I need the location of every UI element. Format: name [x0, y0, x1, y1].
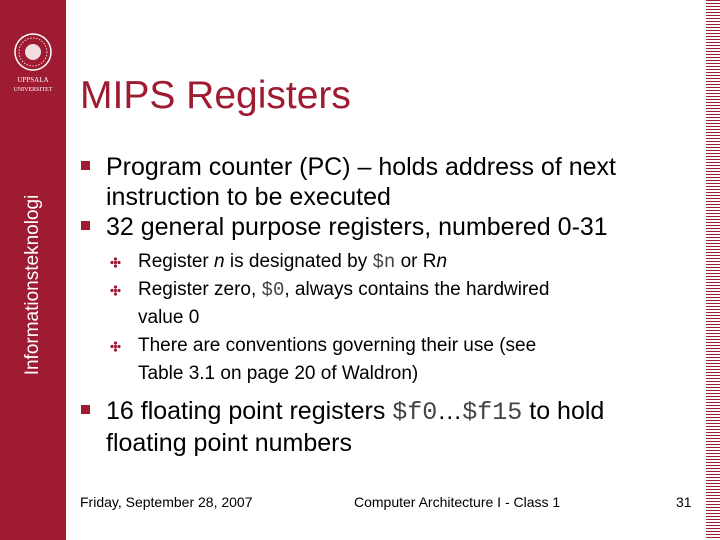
square-bullet-icon	[81, 161, 90, 170]
sub-bullet-item: Register n is designated by $n or Rn	[80, 248, 690, 276]
sub-bullet-item: There are conventions governing their use (see Table 3.1 on page 20 of Waldron)	[80, 332, 690, 388]
slide-title: MIPS Registers	[80, 74, 351, 117]
flower-bullet-icon	[110, 341, 121, 352]
bullet-item: Program counter (PC) – holds address of next instruction to be executed	[80, 152, 690, 212]
flower-bullet-icon	[110, 285, 121, 296]
decorative-edge-stripes	[706, 0, 720, 540]
sidebar	[0, 0, 66, 540]
footer-date: Friday, September 28, 2007	[80, 494, 253, 510]
svg-text:UPPSALA: UPPSALA	[17, 76, 49, 84]
sidebar-vertical-title: Informationsteknologi	[22, 194, 43, 376]
university-seal-logo	[6, 30, 60, 100]
sub-bullet-item: Register zero, $0, always contains the hardwired value 0	[80, 276, 690, 332]
bullet-item: 32 general purpose registers, numbered 0-31	[80, 212, 690, 242]
bullet-item: 16 floating point registers $f0…$f15 to hold floating point numbers	[80, 396, 690, 458]
square-bullet-icon	[81, 405, 90, 414]
footer-course: Computer Architecture I - Class 1	[354, 494, 561, 510]
footer-page-number: 31	[676, 494, 692, 510]
square-bullet-icon	[81, 221, 90, 230]
flower-bullet-icon	[110, 257, 121, 268]
svg-text:UNIVERSITET: UNIVERSITET	[13, 87, 53, 93]
slide-content	[80, 152, 690, 458]
